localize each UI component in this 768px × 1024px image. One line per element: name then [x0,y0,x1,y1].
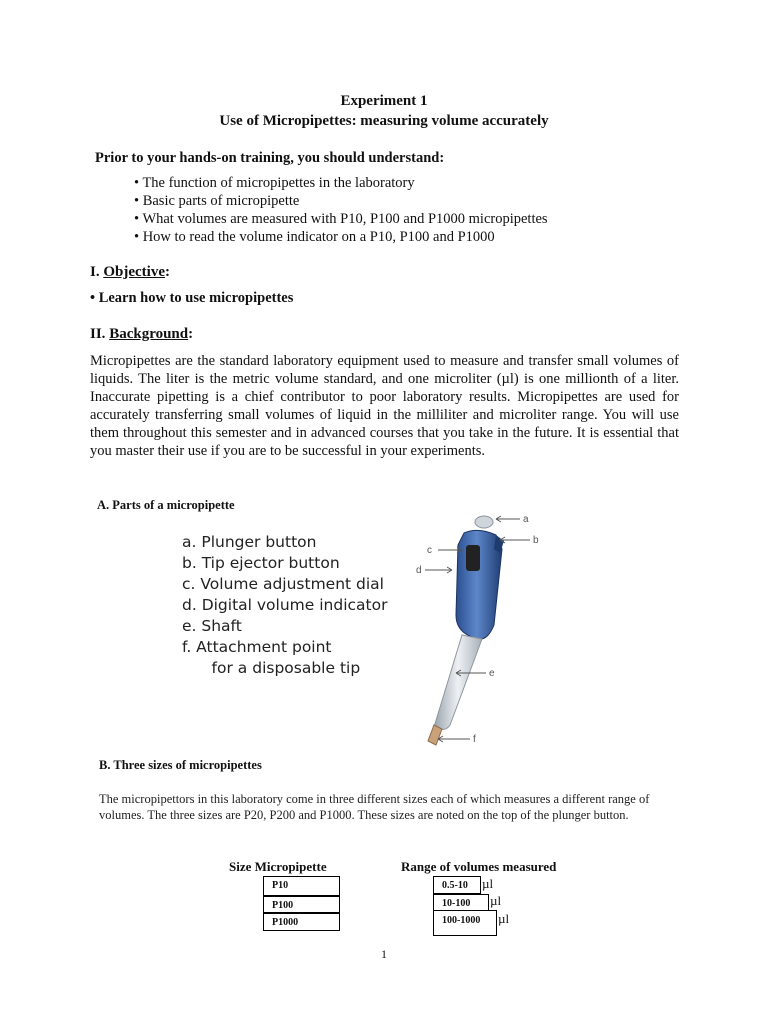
part-item: f. Attachment point [182,638,332,656]
objective-label: Objective [103,264,165,280]
background-heading [90,326,193,343]
unit-label: µl [482,876,494,891]
range-column-header: Range of volumes measured [401,859,557,874]
callout-d: d [416,565,422,576]
list-item: • What volumes are measured with P10, P100 and P1000 micropipettes [134,211,548,227]
experiment-number: Experiment 1 [340,93,428,109]
shaft-shape [434,635,482,730]
part-item: b. Tip ejector button [182,554,340,572]
objective-item: • Learn how to use micropipettes [90,290,294,306]
list-item: • Basic parts of micropipette [134,193,300,209]
part-item: c. Volume adjustment dial [182,575,384,593]
callout-e: e [489,668,495,679]
background-paragraph: Micropipettes are the standard laboratory equipment used to measure and transfer small volumes of liquids. The liter is the metric volume standard, and one microliter (µl) is one millionth of a liter. Inaccurate pipetting is a chief contributor to poor laboratory results. Micropipettes are used for accurately transferring small volumes of liquid in the milliliter and microliter range. You will use them throughout this semester and in advanced courses that you take in the future. It is essential that you master their use if you are to be successful in your experiments. [90,353,679,459]
callout-b: b [533,535,539,546]
section-b-heading: B. Three sizes of micropipettes [99,758,262,772]
objective-colon: : [164,264,170,280]
callout-c: c [427,545,432,556]
part-item: a. Plunger button [182,533,317,551]
size-cell-p1000: P1000 [263,913,340,931]
part-item: e. Shaft [182,617,242,635]
size-cell-p10: P10 [263,876,340,896]
page-title: Use of Micropipettes: measuring volume accurately [219,113,549,129]
volume-window [466,545,480,571]
size-column-header: Size Micropipette [229,859,327,874]
part-item: d. Digital volume indicator [182,596,388,614]
objective-heading [90,264,170,281]
plunger-shape [475,516,493,528]
unit-label: µl [498,911,510,926]
range-cell-1: 0.5-10 [433,876,481,894]
page-number: 1 [381,947,387,961]
part-item: for a disposable tip [182,659,361,677]
background-number: II. [90,326,110,342]
range-cell-3: 100-1000 [433,910,497,936]
range-cell-2: 10-100 [433,894,489,912]
size-cell-p100: P100 [263,896,340,913]
tip-end [428,725,442,745]
prior-list [134,174,548,246]
micropipette-illustration [400,505,560,765]
background-colon: : [188,326,194,342]
section-b-paragraph: The micropipettors in this laboratory come in three different sizes each of which measures a different range of volumes. The three sizes are P20, P200 and P1000. These sizes are noted on the top of the plunger button. [99,792,650,822]
callout-a: a [523,514,529,525]
unit-label: µl [490,893,502,908]
section-a-heading: A. Parts of a micropipette [97,498,235,512]
list-item: • How to read the volume indicator on a P10, P100 and P1000 [134,229,495,245]
callout-f: f [473,734,476,745]
list-item: • The function of micropipettes in the laboratory [134,175,415,191]
background-label: Background [109,326,189,342]
prior-intro: Prior to your hands-on training, you should understand: [95,150,445,166]
parts-list [182,532,387,679]
objective-number: I. [90,264,104,280]
